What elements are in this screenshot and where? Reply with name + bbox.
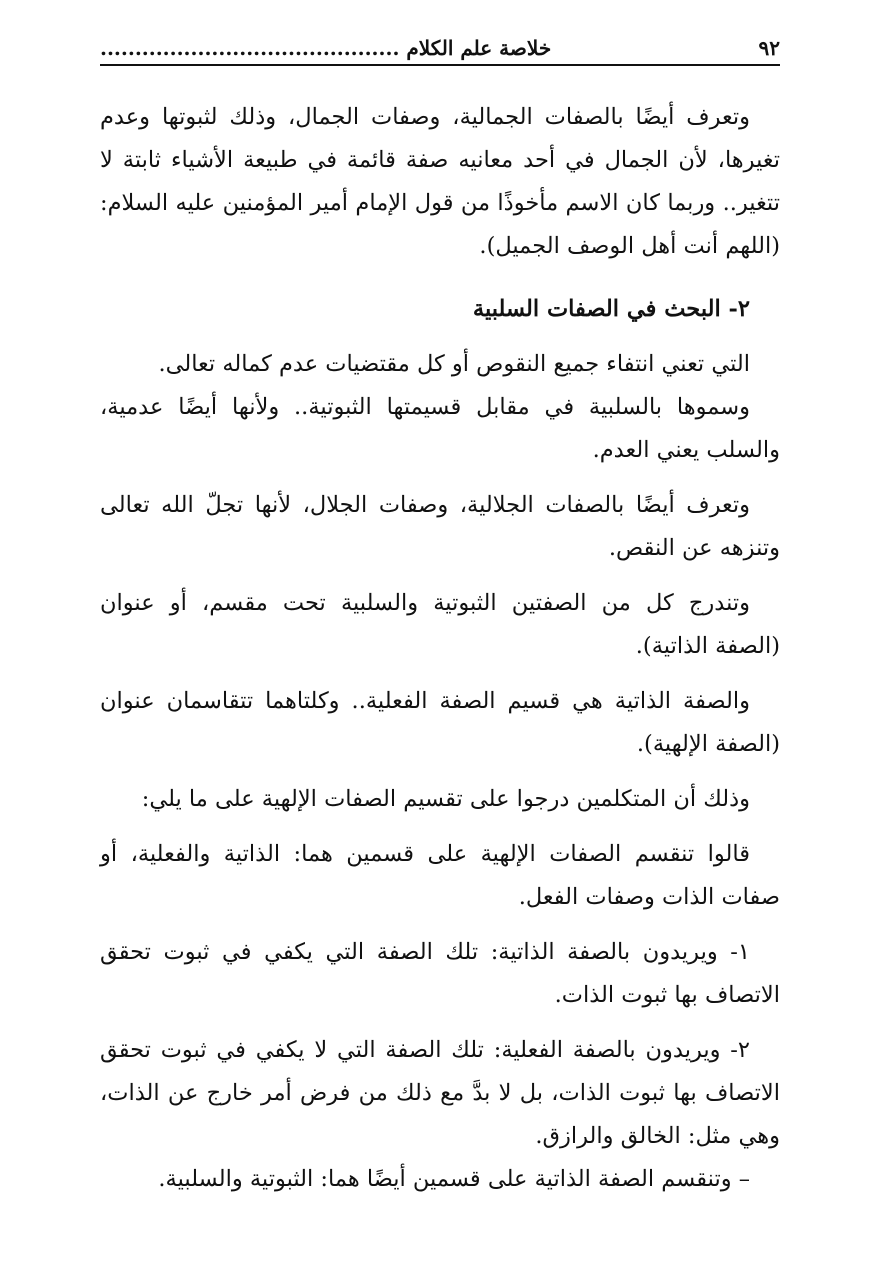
paragraph-ilahiya: والصفة الذاتية هي قسيم الصفة الفعلية.. وكلتاهما تتقاسمان عنوان (الصفة الإلهية). (100, 688, 780, 757)
paragraph-jalaliya: وتعرف أيضًا بالصفات الجلالية، وصفات الجلال، لأنها تجلّ الله تعالى وتنزهه عن النقص. (100, 492, 780, 561)
book-page (100, 28, 780, 1201)
running-header (100, 28, 780, 66)
paragraph-dhatiya: وتندرج كل من الصفتين الثبوتية والسلبية تحت مقسم، أو عنوان (الصفة الذاتية). (100, 590, 780, 659)
paragraph-naming: وسموها بالسلبية في مقابل قسيمتها الثبوتية.. ولأنها أيضًا عدمية، والسلب يعني العدم. (100, 394, 780, 463)
header-title-text: خلاصة علم الكلام (406, 36, 552, 60)
list-item-filiya: ٢- ويريدون بالصفة الفعلية: تلك الصفة التي لا يكفي في ثبوت تحقق الاتصاف بها ثبوت الذات، بل لا بدَّ مع ذلك من فرض أمر خارج عن الذات، وهي مثل: الخالق والرازق. (100, 1037, 780, 1149)
paragraph-jamaliya: وتعرف أيضًا بالصفات الجمالية، وصفات الجمال، وذلك لثبوتها وعدم تغيرها، لأن الجمال في أحد معانيه صفة قائمة في طبيعة الأشياء ثابتة لا تتغير.. وربما كان الاسم مأخوذًا من قول الإمام أمير المؤمنين عليه السلام: (اللهم أنت أهل الوصف الجميل). (100, 104, 780, 259)
paragraph-final: – وتنقسم الصفة الذاتية على قسمين أيضًا هما: الثبوتية والسلبية. (158, 1166, 750, 1192)
paragraph-taqsim-intro: وذلك أن المتكلمين درجوا على تقسيم الصفات الإلهية على ما يلي: (141, 786, 750, 812)
header-title: خلاصة علم الكلام ........................................... (100, 36, 552, 60)
section-heading: ٢- البحث في الصفات السلبية (472, 296, 750, 322)
page-number: ٩٢ (758, 36, 780, 60)
paragraph-taqsim: قالوا تنقسم الصفات الإلهية على قسمين هما: الذاتية والفعلية، أو صفات الذات وصفات الفعل. (100, 841, 780, 910)
paragraph-definition: التي تعني انتفاء جميع النقوص أو كل مقتضيات عدم كماله تعالى. (158, 351, 750, 377)
list-item-dhatiya: ١- ويريدون بالصفة الذاتية: تلك الصفة التي يكفي في ثبوت تحقق الاتصاف بها ثبوت الذات. (100, 939, 780, 1008)
page-body (100, 96, 780, 1201)
